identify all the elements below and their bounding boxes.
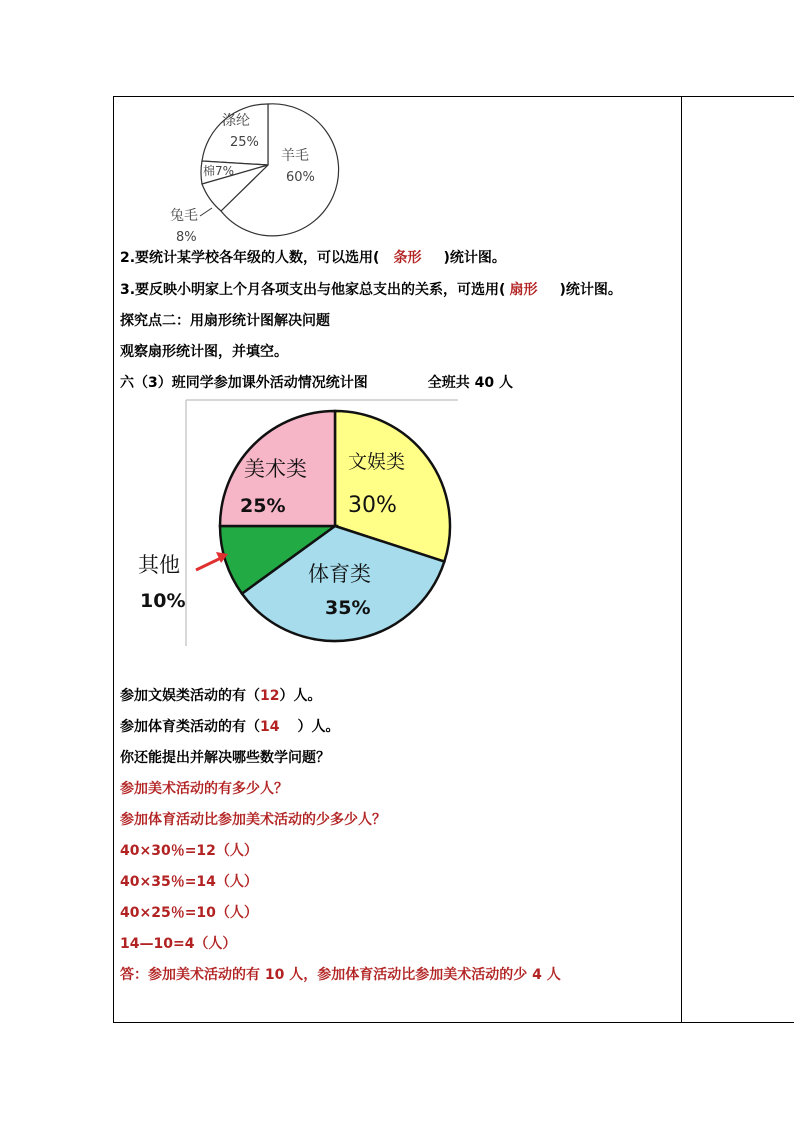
pie1-value-wool: 60% xyxy=(286,170,315,185)
slice-label-pe: 体育类 xyxy=(308,562,371,586)
fill-2-answer: 14 xyxy=(260,719,280,735)
fill-1-answer: 12 xyxy=(260,688,280,704)
slice-label-art: 美术类 xyxy=(244,457,307,481)
fill-2-suffix: ）人。 xyxy=(297,719,340,735)
pie1-label-wool: 羊毛 xyxy=(281,148,309,164)
fill-2-text: 参加体育类活动的有（ xyxy=(120,719,260,735)
answer-line: 参加美术活动的有多少人？ xyxy=(120,781,288,797)
answer-line: 答：参加美术活动的有 10 人，参加体育活动比参加美术活动的少 4 人 xyxy=(120,967,561,983)
slice-value-other: 10% xyxy=(140,590,186,612)
instruction: 观察扇形统计图，并填空。 xyxy=(120,344,288,360)
slice-value-ent: 30% xyxy=(348,493,397,518)
question-2 xyxy=(120,248,506,268)
fill-1-text: 参加文娱类活动的有（ xyxy=(120,688,260,704)
question-2-answer: 条形 xyxy=(393,250,422,266)
question-3-text: 3.要反映小明家上个月各项支出与他家总支出的关系，可选用( xyxy=(120,282,506,298)
chart-title: 六（3）班同学参加课外活动情况统计图 xyxy=(120,375,368,391)
fill-question-1 xyxy=(120,686,321,706)
fill-question-2 xyxy=(120,717,339,737)
slice-label-ent: 文娱类 xyxy=(348,451,406,473)
question-3-suffix: )统计图。 xyxy=(559,282,622,298)
other-arrow xyxy=(196,558,221,570)
answer-line: 40×25％=10（人） xyxy=(120,905,258,921)
slice-value-pe: 35% xyxy=(325,597,371,619)
question-2-text: 2.要统计某学校各年级的人数，可以选用( xyxy=(120,250,380,266)
pie1-value-rabbit: 8% xyxy=(176,230,197,245)
pie1-value-polyester: 25% xyxy=(230,135,259,150)
fill-1-suffix: ）人。 xyxy=(279,688,322,704)
pie1-label-rabbit: 兔毛 xyxy=(170,208,198,224)
question-3-answer: 扇形 xyxy=(509,282,538,298)
question-3 xyxy=(120,280,622,300)
answer-line: 14—10=4（人） xyxy=(120,936,237,952)
pie1-label-cotton: 棉7% xyxy=(203,164,235,178)
question-2-suffix: )统计图。 xyxy=(443,250,506,266)
table-column-divider xyxy=(681,96,682,1023)
chart-total: 全班共 40 人 xyxy=(427,375,513,391)
fiber-pie-chart xyxy=(160,98,350,248)
slice-label-other: 其他 xyxy=(138,553,180,577)
activity-pie-chart xyxy=(120,398,460,648)
explore-title: 探究点二：用扇形统计图解决问题 xyxy=(120,313,330,329)
chart-caption xyxy=(120,373,513,393)
answer-line: 40×30％=12（人） xyxy=(120,843,258,859)
answer-line: 参加体育活动比参加美术活动的少多少人？ xyxy=(120,812,386,828)
open-question: 你还能提出并解决哪些数学问题？ xyxy=(120,750,330,766)
pie1-label-polyester: 涤纶 xyxy=(222,113,250,129)
slice-value-art: 25% xyxy=(240,495,286,517)
answer-line: 40×35％=14（人） xyxy=(120,874,258,890)
